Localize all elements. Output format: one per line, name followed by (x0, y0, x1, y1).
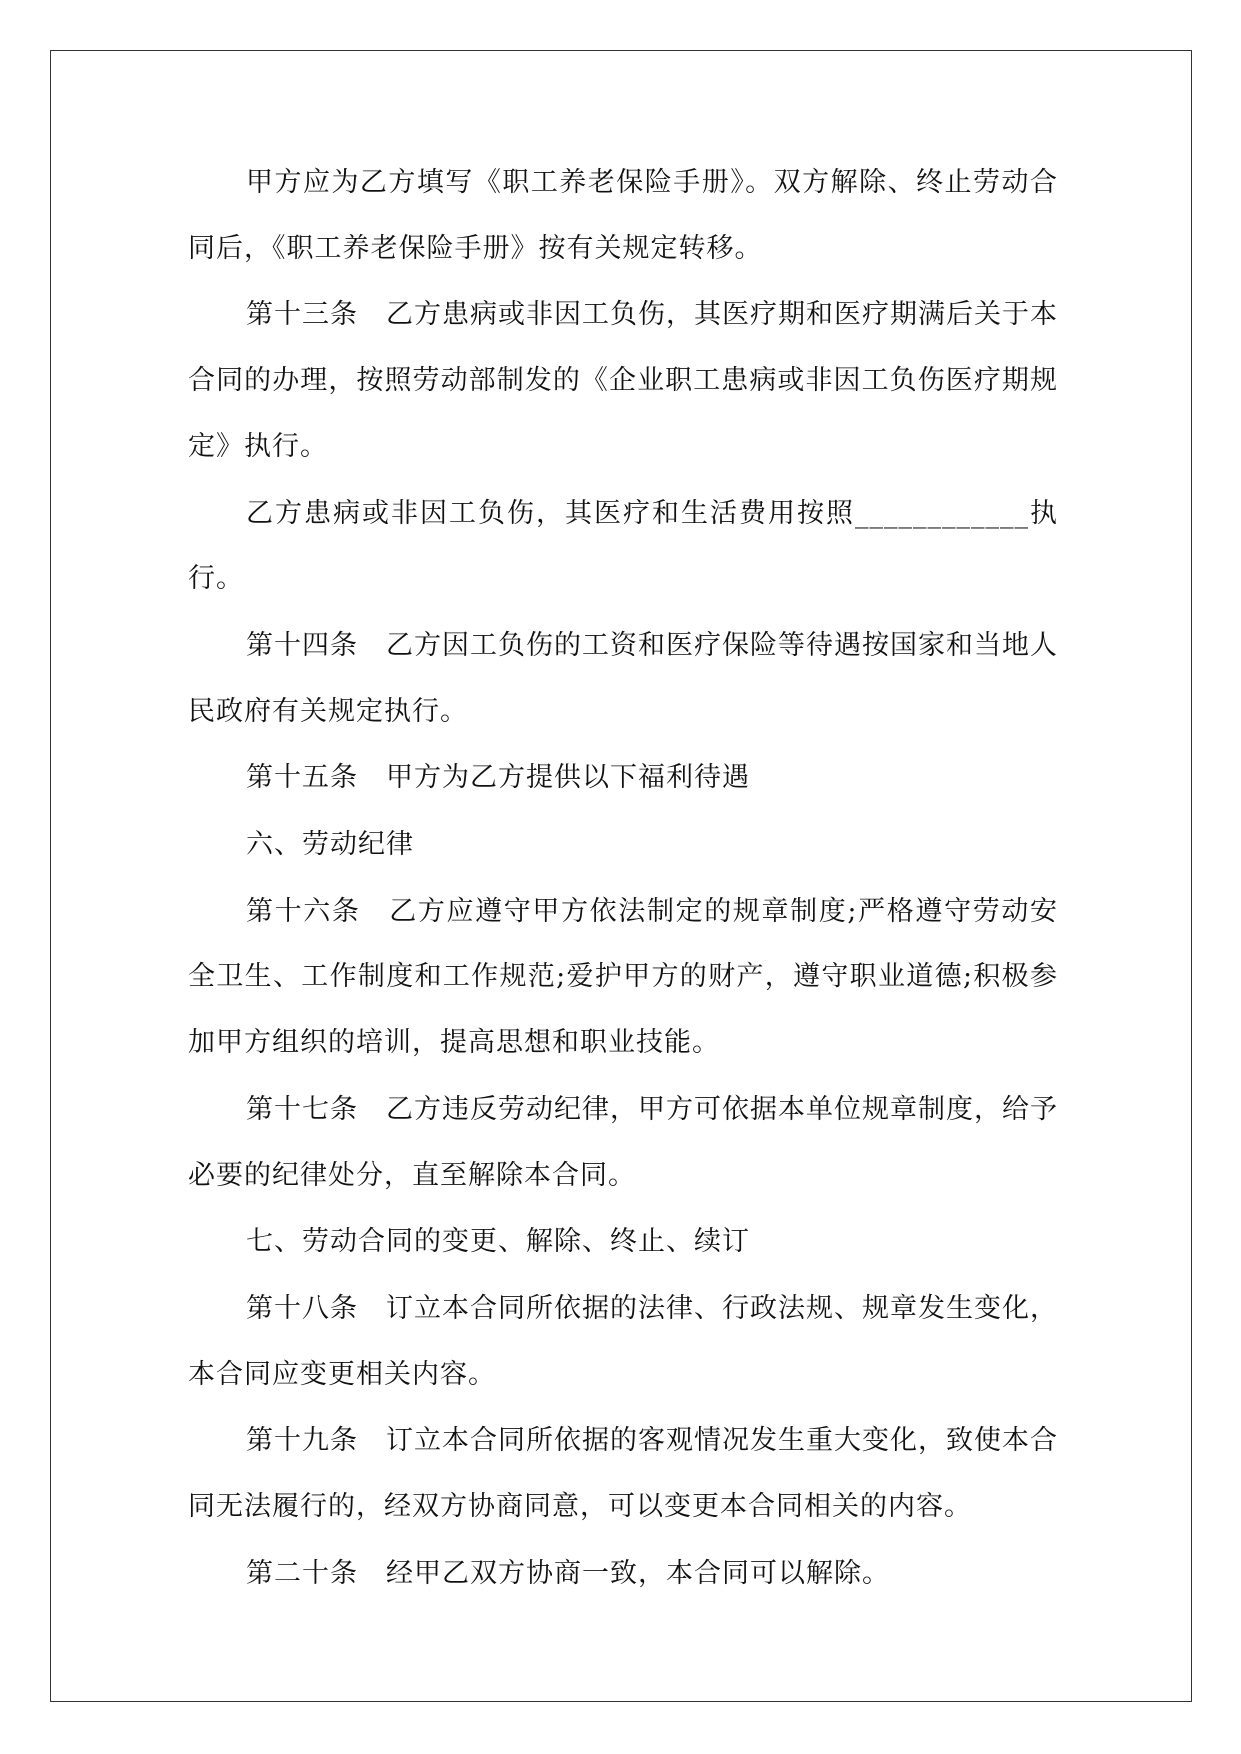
paragraph-pension-handbook: 甲方应为乙方填写《职工养老保险手册》。双方解除、终止劳动合同后，《职工养老保险手册》按有关规定转移。 (188, 167, 1058, 264)
document-body (188, 150, 1058, 1607)
paragraph-article-15: 第十五条 甲方为乙方提供以下福利待遇 (246, 762, 750, 794)
paragraph-article-16: 第十六条 乙方应遵守甲方依法制定的规章制度;严格遵守劳动安全卫生、工作制度和工作规范;爱护甲方的财产，遵守职业道德;积极参加甲方组织的培训，提高思想和职业技能。 (188, 895, 1058, 1059)
paragraph-article-13: 第十三条 乙方患病或非因工负伤，其医疗期和医疗期满后关于本合同的办理，按照劳动部制发的《企业职工患病或非因工负伤医疗期规定》执行。 (188, 299, 1058, 462)
paragraph-article-14: 第十四条 乙方因工负伤的工资和医疗保险等待遇按国家和当地人民政府有关规定执行。 (188, 629, 1058, 727)
section-heading-labor-discipline: 六、劳动纪律 (246, 829, 414, 861)
section-heading-contract-changes: 七、劳动合同的变更、解除、终止、续订 (246, 1226, 750, 1258)
paragraph-medical-expenses: 乙方患病或非因工负伤，其医疗和生活费用按照____________执行。 (188, 497, 1058, 595)
paragraph-article-20: 第二十条 经甲乙双方协商一致，本合同可以解除。 (246, 1557, 890, 1589)
paragraph-article-17: 第十七条 乙方违反劳动纪律，甲方可依据本单位规章制度，给予必要的纪律处分，直至解除本合同。 (188, 1093, 1058, 1191)
paragraph-article-18: 第十八条 订立本合同所依据的法律、行政法规、规章发生变化，本合同应变更相关内容。 (188, 1292, 1058, 1390)
paragraph-article-19: 第十九条 订立本合同所依据的客观情况发生重大变化，致使本合同无法履行的，经双方协商同意，可以变更本合同相关的内容。 (188, 1425, 1058, 1523)
